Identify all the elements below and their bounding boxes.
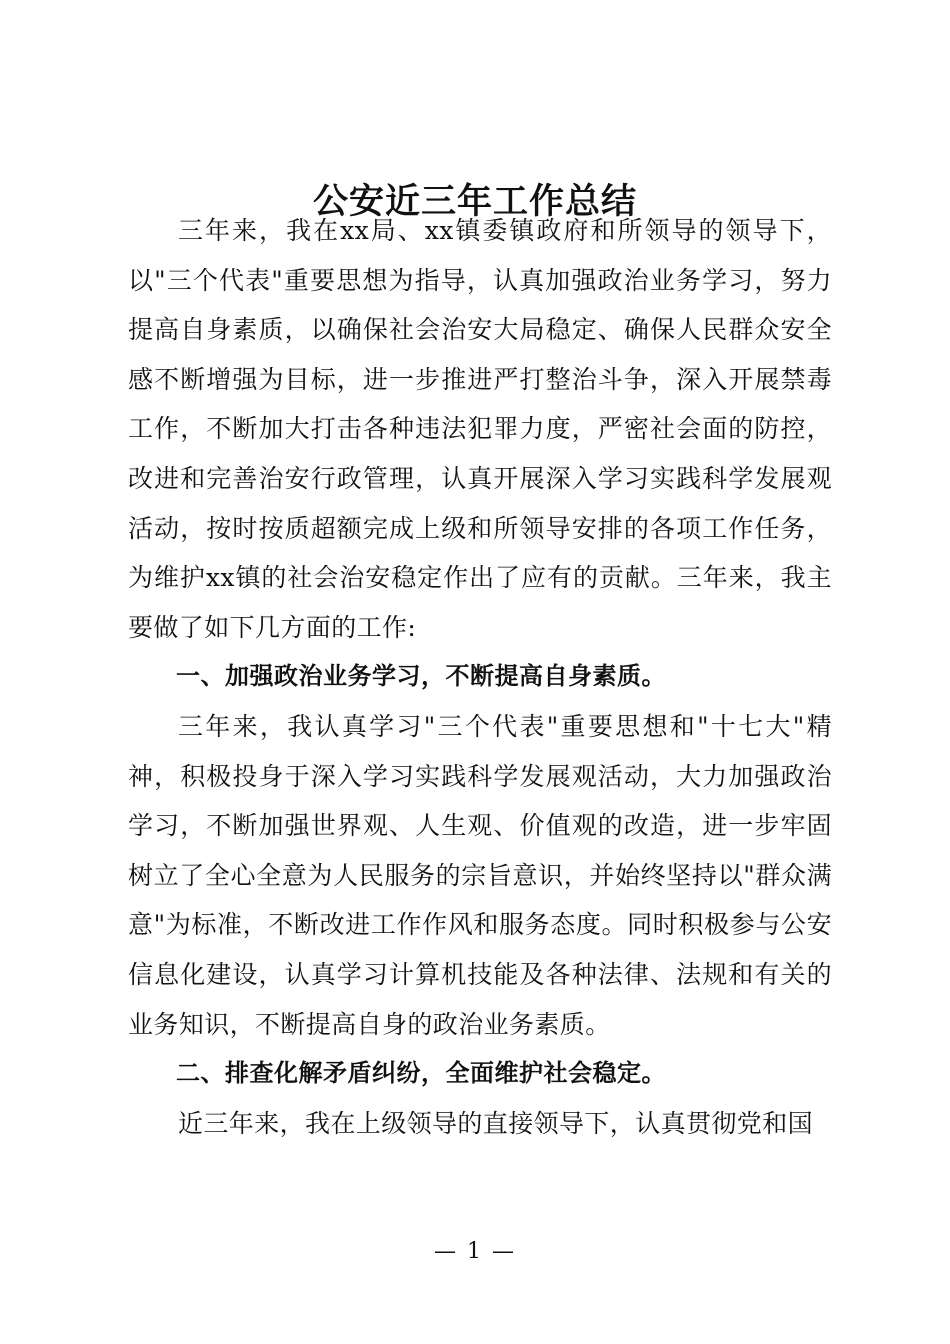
- document-title: 公安近三年工作总结: [312, 181, 637, 222]
- paragraph-section-2: 近三年来，我在上级领导的直接领导下，认真贯彻党和国: [178, 1108, 814, 1138]
- paragraph-intro: 三年来，我在xx局、xx镇委镇政府和所领导的领导下，以"三个代表"重要思想为指导，认真加强政治业务学习，努力提高自身素质，以确保社会治安大局稳定、确保人民群众安全感不断增强为目标，进一步推进严打整治斗争，深入开展禁毒工作，不断加大打击各种违法犯罪力度，严密社会面的防控，改进和完善治安行政管理，认真开展深入学习实践科学发展观活动，按时按质超额完成上级和所领导安排的各项工作任务，为维护xx镇的社会治安稳定作出了应有的贡献。三年来，我主要做了如下几方面的工作:: [128, 216, 832, 642]
- page-number: — 1 —: [434, 1239, 516, 1264]
- section-heading-2: 二、排查化解矛盾纠纷，全面维护社会稳定。: [176, 1059, 666, 1088]
- document-body: [128, 206, 832, 1148]
- paragraph-section-1: 三年来，我认真学习"三个代表"重要思想和"十七大"精神，积极投身于深入学习实践科学发展观活动，大力加强政治学习，不断加强世界观、人生观、价值观的改造，进一步牢固树立了全心全意为人民服务的宗旨意识，并始终坚持以"群众满意"为标准，不断改进工作作风和服务态度。同时积极参与公安信息化建设，认真学习计算机技能及各种法律、法规和有关的业务知识，不断提高自身的政治业务素质。: [128, 711, 832, 1039]
- section-heading-1: 一、加强政治业务学习，不断提高自身素质。: [176, 662, 666, 691]
